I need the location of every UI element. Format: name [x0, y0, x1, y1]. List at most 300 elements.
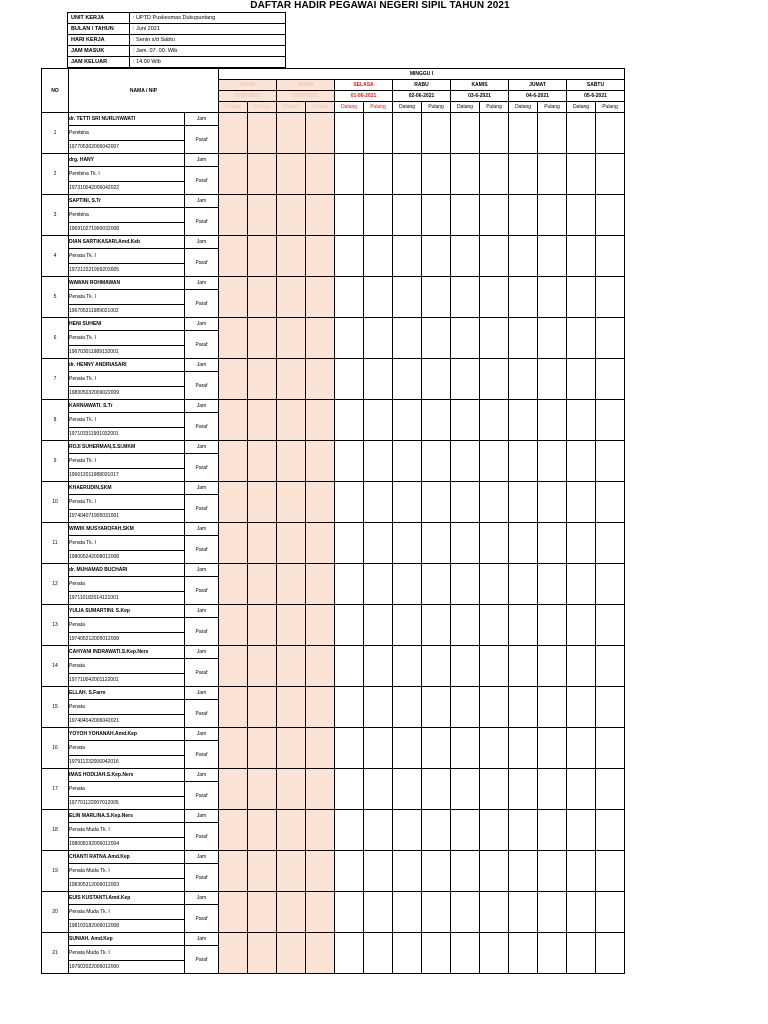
attendance-cell[interactable]	[219, 318, 248, 359]
attendance-cell[interactable]	[219, 277, 248, 318]
attendance-cell[interactable]	[509, 851, 538, 892]
attendance-cell[interactable]	[509, 482, 538, 523]
attendance-cell[interactable]	[451, 851, 480, 892]
attendance-cell[interactable]	[335, 195, 364, 236]
attendance-cell[interactable]	[364, 523, 393, 564]
attendance-cell[interactable]	[422, 646, 451, 687]
attendance-cell[interactable]	[335, 359, 364, 400]
attendance-cell[interactable]	[364, 564, 393, 605]
attendance-cell[interactable]	[335, 933, 364, 974]
attendance-cell[interactable]	[596, 728, 625, 769]
attendance-cell[interactable]	[306, 646, 335, 687]
attendance-cell[interactable]	[248, 810, 277, 851]
attendance-cell[interactable]	[422, 400, 451, 441]
attendance-cell[interactable]	[248, 851, 277, 892]
attendance-cell[interactable]	[596, 564, 625, 605]
attendance-cell[interactable]	[335, 769, 364, 810]
attendance-cell[interactable]	[306, 851, 335, 892]
attendance-cell[interactable]	[364, 359, 393, 400]
attendance-cell[interactable]	[538, 605, 567, 646]
attendance-cell[interactable]	[596, 195, 625, 236]
attendance-cell[interactable]	[422, 605, 451, 646]
attendance-cell[interactable]	[567, 810, 596, 851]
attendance-cell[interactable]	[596, 482, 625, 523]
attendance-cell[interactable]	[567, 728, 596, 769]
attendance-cell[interactable]	[538, 400, 567, 441]
attendance-cell[interactable]	[219, 482, 248, 523]
attendance-cell[interactable]	[596, 687, 625, 728]
attendance-cell[interactable]	[538, 728, 567, 769]
attendance-cell[interactable]	[480, 564, 509, 605]
attendance-cell[interactable]	[364, 933, 393, 974]
attendance-cell[interactable]	[451, 564, 480, 605]
attendance-cell[interactable]	[364, 482, 393, 523]
attendance-cell[interactable]	[306, 769, 335, 810]
attendance-cell[interactable]	[306, 482, 335, 523]
attendance-cell[interactable]	[306, 523, 335, 564]
attendance-cell[interactable]	[480, 318, 509, 359]
attendance-cell[interactable]	[422, 728, 451, 769]
attendance-cell[interactable]	[451, 113, 480, 154]
attendance-cell[interactable]	[277, 687, 306, 728]
attendance-cell[interactable]	[364, 687, 393, 728]
attendance-cell[interactable]	[277, 605, 306, 646]
attendance-cell[interactable]	[393, 195, 422, 236]
attendance-cell[interactable]	[509, 195, 538, 236]
attendance-cell[interactable]	[480, 769, 509, 810]
attendance-cell[interactable]	[538, 933, 567, 974]
attendance-cell[interactable]	[567, 400, 596, 441]
attendance-cell[interactable]	[248, 154, 277, 195]
attendance-cell[interactable]	[567, 359, 596, 400]
attendance-cell[interactable]	[277, 277, 306, 318]
attendance-cell[interactable]	[277, 441, 306, 482]
attendance-cell[interactable]	[393, 277, 422, 318]
attendance-cell[interactable]	[567, 441, 596, 482]
attendance-cell[interactable]	[335, 400, 364, 441]
attendance-cell[interactable]	[306, 359, 335, 400]
attendance-cell[interactable]	[509, 605, 538, 646]
attendance-cell[interactable]	[364, 769, 393, 810]
attendance-cell[interactable]	[509, 154, 538, 195]
attendance-cell[interactable]	[480, 646, 509, 687]
attendance-cell[interactable]	[393, 646, 422, 687]
attendance-cell[interactable]	[277, 113, 306, 154]
attendance-cell[interactable]	[248, 646, 277, 687]
attendance-cell[interactable]	[480, 810, 509, 851]
attendance-cell[interactable]	[538, 318, 567, 359]
attendance-cell[interactable]	[567, 277, 596, 318]
attendance-cell[interactable]	[596, 113, 625, 154]
attendance-cell[interactable]	[335, 482, 364, 523]
attendance-cell[interactable]	[219, 564, 248, 605]
attendance-cell[interactable]	[277, 646, 306, 687]
attendance-cell[interactable]	[335, 892, 364, 933]
attendance-cell[interactable]	[219, 523, 248, 564]
attendance-cell[interactable]	[277, 523, 306, 564]
attendance-cell[interactable]	[219, 892, 248, 933]
attendance-cell[interactable]	[451, 605, 480, 646]
attendance-cell[interactable]	[451, 236, 480, 277]
attendance-cell[interactable]	[509, 523, 538, 564]
attendance-cell[interactable]	[567, 564, 596, 605]
attendance-cell[interactable]	[364, 400, 393, 441]
attendance-cell[interactable]	[538, 195, 567, 236]
attendance-cell[interactable]	[538, 523, 567, 564]
attendance-cell[interactable]	[567, 933, 596, 974]
attendance-cell[interactable]	[480, 851, 509, 892]
attendance-cell[interactable]	[567, 154, 596, 195]
attendance-cell[interactable]	[219, 728, 248, 769]
attendance-cell[interactable]	[451, 154, 480, 195]
attendance-cell[interactable]	[248, 277, 277, 318]
attendance-cell[interactable]	[451, 728, 480, 769]
attendance-cell[interactable]	[393, 441, 422, 482]
attendance-cell[interactable]	[538, 769, 567, 810]
attendance-cell[interactable]	[335, 113, 364, 154]
attendance-cell[interactable]	[364, 113, 393, 154]
attendance-cell[interactable]	[538, 441, 567, 482]
attendance-cell[interactable]	[422, 359, 451, 400]
attendance-cell[interactable]	[277, 810, 306, 851]
attendance-cell[interactable]	[596, 277, 625, 318]
attendance-cell[interactable]	[509, 646, 538, 687]
attendance-cell[interactable]	[596, 236, 625, 277]
attendance-cell[interactable]	[248, 236, 277, 277]
attendance-cell[interactable]	[422, 769, 451, 810]
attendance-cell[interactable]	[277, 359, 306, 400]
attendance-cell[interactable]	[364, 605, 393, 646]
attendance-cell[interactable]	[596, 154, 625, 195]
attendance-cell[interactable]	[567, 318, 596, 359]
attendance-cell[interactable]	[422, 236, 451, 277]
attendance-cell[interactable]	[219, 851, 248, 892]
attendance-cell[interactable]	[480, 892, 509, 933]
attendance-cell[interactable]	[306, 810, 335, 851]
attendance-cell[interactable]	[422, 564, 451, 605]
info-value: : UPTD Puskesmas Dukupuntang	[130, 13, 286, 24]
attendance-cell[interactable]	[306, 687, 335, 728]
attendance-cell[interactable]	[306, 195, 335, 236]
attendance-cell[interactable]	[422, 277, 451, 318]
attendance-cell[interactable]	[538, 646, 567, 687]
attendance-cell[interactable]	[306, 605, 335, 646]
attendance-cell[interactable]	[393, 892, 422, 933]
employee-no: 8	[42, 400, 69, 441]
attendance-cell[interactable]	[306, 441, 335, 482]
attendance-cell[interactable]	[567, 687, 596, 728]
attendance-cell[interactable]	[393, 400, 422, 441]
attendance-cell[interactable]	[364, 154, 393, 195]
attendance-cell[interactable]	[480, 236, 509, 277]
attendance-cell[interactable]	[567, 605, 596, 646]
attendance-cell[interactable]	[277, 195, 306, 236]
attendance-cell[interactable]	[451, 277, 480, 318]
attendance-cell[interactable]	[219, 933, 248, 974]
attendance-cell[interactable]	[422, 113, 451, 154]
attendance-cell[interactable]	[538, 236, 567, 277]
attendance-cell[interactable]	[248, 441, 277, 482]
attendance-cell[interactable]	[335, 564, 364, 605]
attendance-cell[interactable]	[596, 318, 625, 359]
attendance-cell[interactable]	[451, 687, 480, 728]
attendance-cell[interactable]	[335, 318, 364, 359]
attendance-cell[interactable]	[248, 359, 277, 400]
attendance-cell[interactable]	[538, 154, 567, 195]
attendance-cell[interactable]	[219, 810, 248, 851]
attendance-cell[interactable]	[480, 482, 509, 523]
attendance-cell[interactable]	[248, 687, 277, 728]
attendance-cell[interactable]	[248, 892, 277, 933]
attendance-cell[interactable]	[451, 646, 480, 687]
attendance-cell[interactable]	[364, 277, 393, 318]
attendance-cell[interactable]	[277, 154, 306, 195]
attendance-cell[interactable]	[480, 605, 509, 646]
attendance-cell[interactable]	[509, 687, 538, 728]
attendance-cell[interactable]	[422, 482, 451, 523]
attendance-cell[interactable]	[306, 564, 335, 605]
attendance-cell[interactable]	[480, 154, 509, 195]
attendance-cell[interactable]	[335, 728, 364, 769]
attendance-cell[interactable]	[393, 687, 422, 728]
attendance-cell[interactable]	[306, 318, 335, 359]
attendance-cell[interactable]	[480, 277, 509, 318]
attendance-cell[interactable]	[393, 810, 422, 851]
attendance-cell[interactable]	[567, 523, 596, 564]
attendance-cell[interactable]	[422, 933, 451, 974]
attendance-cell[interactable]	[509, 400, 538, 441]
attendance-cell[interactable]	[277, 769, 306, 810]
attendance-cell[interactable]	[567, 892, 596, 933]
attendance-cell[interactable]	[538, 482, 567, 523]
attendance-cell[interactable]	[306, 892, 335, 933]
attendance-cell[interactable]	[596, 523, 625, 564]
attendance-cell[interactable]	[277, 564, 306, 605]
attendance-cell[interactable]	[219, 154, 248, 195]
attendance-cell[interactable]	[422, 810, 451, 851]
attendance-cell[interactable]	[480, 523, 509, 564]
attendance-cell[interactable]	[596, 810, 625, 851]
attendance-cell[interactable]	[596, 851, 625, 892]
attendance-cell[interactable]	[596, 892, 625, 933]
attendance-cell[interactable]	[277, 851, 306, 892]
attendance-cell[interactable]	[393, 605, 422, 646]
attendance-cell[interactable]	[306, 933, 335, 974]
attendance-cell[interactable]	[567, 482, 596, 523]
attendance-cell[interactable]	[393, 769, 422, 810]
attendance-cell[interactable]	[538, 687, 567, 728]
attendance-cell[interactable]	[509, 564, 538, 605]
attendance-cell[interactable]	[480, 400, 509, 441]
attendance-cell[interactable]	[596, 400, 625, 441]
attendance-cell[interactable]	[335, 154, 364, 195]
attendance-cell[interactable]	[538, 851, 567, 892]
attendance-cell[interactable]	[509, 892, 538, 933]
attendance-cell[interactable]	[480, 441, 509, 482]
attendance-cell[interactable]	[509, 933, 538, 974]
attendance-cell[interactable]	[567, 646, 596, 687]
attendance-cell[interactable]	[219, 769, 248, 810]
attendance-cell[interactable]	[277, 933, 306, 974]
attendance-cell[interactable]	[393, 154, 422, 195]
attendance-cell[interactable]	[422, 892, 451, 933]
attendance-cell[interactable]	[335, 441, 364, 482]
attendance-cell[interactable]	[509, 769, 538, 810]
attendance-cell[interactable]	[538, 277, 567, 318]
attendance-cell[interactable]	[277, 400, 306, 441]
attendance-cell[interactable]	[364, 810, 393, 851]
attendance-cell[interactable]	[219, 605, 248, 646]
attendance-cell[interactable]	[567, 851, 596, 892]
attendance-cell[interactable]	[364, 441, 393, 482]
attendance-cell[interactable]	[509, 810, 538, 851]
employee-name: SUNIAH. Amd.Kep	[69, 933, 185, 946]
attendance-cell[interactable]	[480, 113, 509, 154]
attendance-cell[interactable]	[509, 318, 538, 359]
attendance-cell[interactable]	[480, 687, 509, 728]
attendance-cell[interactable]	[306, 154, 335, 195]
attendance-cell[interactable]	[509, 277, 538, 318]
attendance-cell[interactable]	[393, 728, 422, 769]
attendance-cell[interactable]	[248, 113, 277, 154]
info-row	[68, 57, 286, 68]
attendance-cell[interactable]	[393, 482, 422, 523]
attendance-cell[interactable]	[393, 851, 422, 892]
attendance-cell[interactable]	[567, 769, 596, 810]
attendance-cell[interactable]	[335, 523, 364, 564]
attendance-cell[interactable]	[422, 441, 451, 482]
attendance-cell[interactable]	[335, 277, 364, 318]
attendance-cell[interactable]	[451, 933, 480, 974]
attendance-cell[interactable]	[219, 359, 248, 400]
attendance-cell[interactable]	[422, 851, 451, 892]
attendance-cell[interactable]	[248, 318, 277, 359]
attendance-cell[interactable]	[538, 113, 567, 154]
attendance-cell[interactable]	[248, 769, 277, 810]
attendance-cell[interactable]	[596, 605, 625, 646]
attendance-cell[interactable]	[451, 810, 480, 851]
attendance-cell[interactable]	[335, 236, 364, 277]
attendance-cell[interactable]	[219, 113, 248, 154]
attendance-cell[interactable]	[335, 687, 364, 728]
attendance-cell[interactable]	[248, 400, 277, 441]
attendance-cell[interactable]	[451, 769, 480, 810]
employee-row	[42, 154, 625, 167]
attendance-cell[interactable]	[219, 441, 248, 482]
attendance-cell[interactable]	[277, 318, 306, 359]
attendance-cell[interactable]	[248, 482, 277, 523]
attendance-cell[interactable]	[306, 277, 335, 318]
attendance-cell[interactable]	[480, 195, 509, 236]
attendance-cell[interactable]	[335, 851, 364, 892]
attendance-cell[interactable]	[248, 564, 277, 605]
attendance-cell[interactable]	[364, 318, 393, 359]
attendance-cell[interactable]	[509, 236, 538, 277]
attendance-cell[interactable]	[248, 933, 277, 974]
attendance-cell[interactable]	[219, 195, 248, 236]
attendance-cell[interactable]	[596, 646, 625, 687]
attendance-cell[interactable]	[393, 523, 422, 564]
attendance-cell[interactable]	[248, 195, 277, 236]
attendance-cell[interactable]	[509, 728, 538, 769]
attendance-cell[interactable]	[277, 728, 306, 769]
attendance-cell[interactable]	[306, 113, 335, 154]
attendance-cell[interactable]	[335, 646, 364, 687]
attendance-cell[interactable]	[451, 523, 480, 564]
attendance-cell[interactable]	[567, 113, 596, 154]
attendance-cell[interactable]	[364, 892, 393, 933]
attendance-cell[interactable]	[538, 892, 567, 933]
attendance-cell[interactable]	[451, 400, 480, 441]
attendance-cell[interactable]	[219, 400, 248, 441]
attendance-cell[interactable]	[364, 851, 393, 892]
attendance-cell[interactable]	[364, 646, 393, 687]
attendance-cell[interactable]	[277, 892, 306, 933]
attendance-cell[interactable]	[219, 236, 248, 277]
attendance-cell[interactable]	[451, 482, 480, 523]
attendance-cell[interactable]	[538, 810, 567, 851]
employee-name: EUIS KUSTANTI.Amd.Kep	[69, 892, 185, 905]
attendance-cell[interactable]	[248, 523, 277, 564]
attendance-cell[interactable]	[393, 933, 422, 974]
attendance-cell[interactable]	[509, 359, 538, 400]
attendance-cell[interactable]	[393, 318, 422, 359]
attendance-cell[interactable]	[480, 359, 509, 400]
attendance-cell[interactable]	[364, 195, 393, 236]
attendance-cell[interactable]	[306, 400, 335, 441]
attendance-cell[interactable]	[364, 236, 393, 277]
attendance-cell[interactable]	[219, 687, 248, 728]
attendance-cell[interactable]	[509, 441, 538, 482]
attendance-cell[interactable]	[567, 195, 596, 236]
attendance-cell[interactable]	[364, 728, 393, 769]
attendance-cell[interactable]	[248, 605, 277, 646]
attendance-cell[interactable]	[596, 441, 625, 482]
attendance-cell[interactable]	[277, 236, 306, 277]
attendance-cell[interactable]	[335, 810, 364, 851]
attendance-cell[interactable]	[422, 154, 451, 195]
attendance-cell[interactable]	[451, 195, 480, 236]
attendance-cell[interactable]	[422, 318, 451, 359]
attendance-cell[interactable]	[451, 359, 480, 400]
attendance-cell[interactable]	[509, 113, 538, 154]
attendance-cell[interactable]	[248, 728, 277, 769]
attendance-cell[interactable]	[306, 728, 335, 769]
attendance-cell[interactable]	[393, 359, 422, 400]
attendance-cell[interactable]	[596, 933, 625, 974]
attendance-cell[interactable]	[538, 359, 567, 400]
attendance-cell[interactable]	[335, 605, 364, 646]
attendance-cell[interactable]	[393, 236, 422, 277]
attendance-cell[interactable]	[451, 441, 480, 482]
attendance-cell[interactable]	[538, 564, 567, 605]
attendance-cell[interactable]	[480, 933, 509, 974]
attendance-cell[interactable]	[596, 769, 625, 810]
attendance-cell[interactable]	[306, 236, 335, 277]
attendance-cell[interactable]	[451, 892, 480, 933]
attendance-cell[interactable]	[422, 687, 451, 728]
attendance-cell[interactable]	[277, 482, 306, 523]
attendance-cell[interactable]	[596, 359, 625, 400]
attendance-cell[interactable]	[422, 195, 451, 236]
attendance-cell[interactable]	[219, 646, 248, 687]
attendance-cell[interactable]	[393, 564, 422, 605]
attendance-cell[interactable]	[451, 318, 480, 359]
attendance-cell[interactable]	[393, 113, 422, 154]
attendance-cell[interactable]	[422, 523, 451, 564]
attendance-cell[interactable]	[480, 728, 509, 769]
attendance-cell[interactable]	[567, 236, 596, 277]
